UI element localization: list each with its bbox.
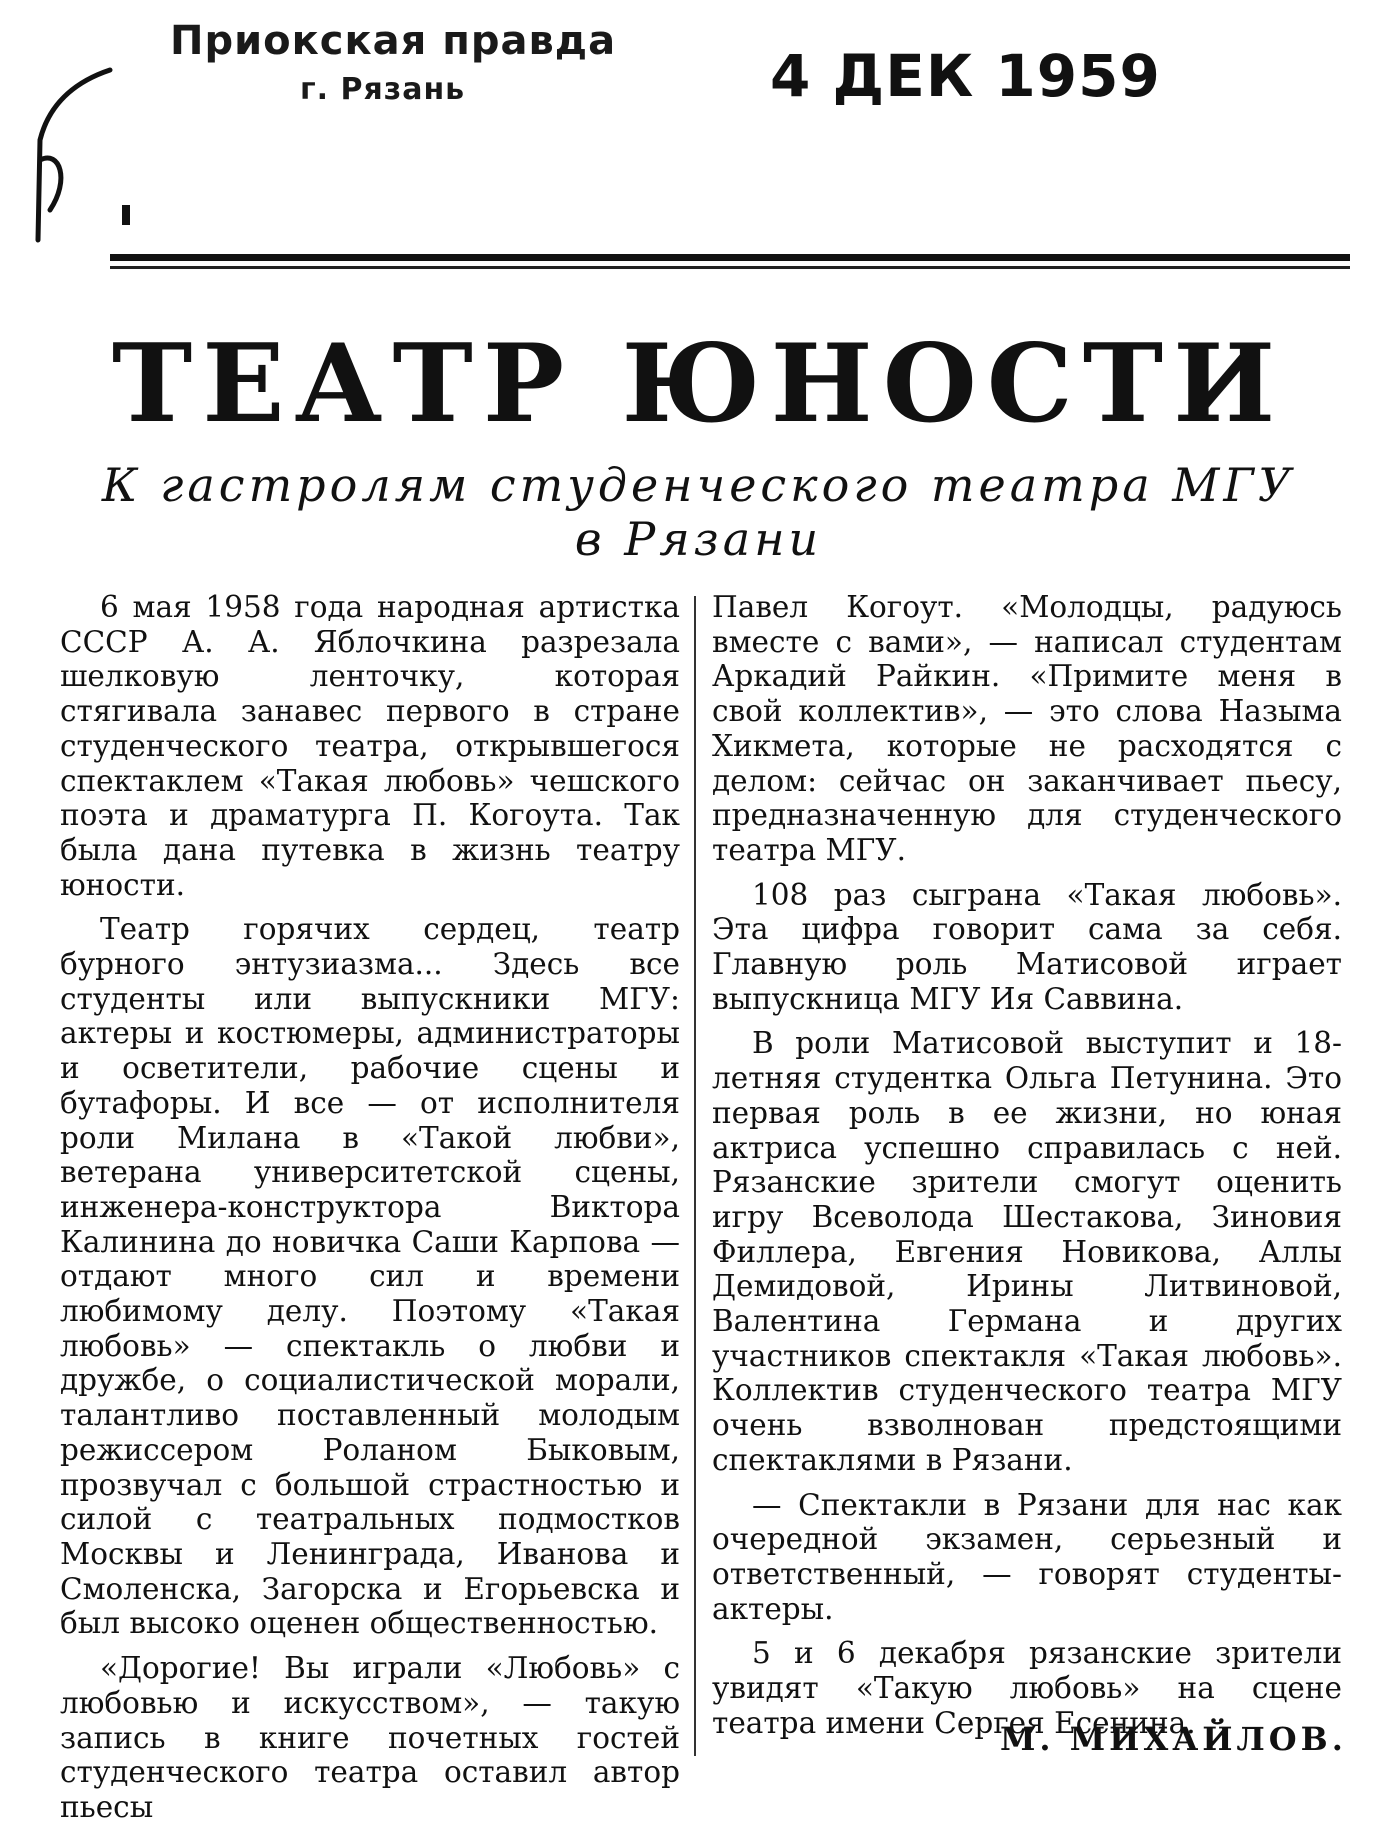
- paragraph: — Спектакли в Рязани для нас как очередной экзамен, серьезный и ответственный, — говорят студенты-актеры.: [712, 1487, 1342, 1626]
- article-subtitle: [0, 458, 1397, 567]
- paragraph: 5 и 6 декабря рязанские зрители увидят «Такую любовь» на сцене театра имени Сергея Есенина.: [712, 1636, 1342, 1740]
- publication-stamp: Приокская правда: [170, 18, 617, 64]
- paragraph: 6 мая 1958 года народная артистка СССР А. А. Яблочкина разрезала шелковую ленточку, которая стягивала занавес первого в стране студенческого театра, открывшегося спектаклем «Такая любовь» чешского поэта и драматурга П. Когоута. Так была дана путевка в жизнь театру юности.: [60, 590, 680, 902]
- subtitle-line-1: К гастролям студенческого театра МГУ: [101, 458, 1296, 512]
- paragraph: 108 раз сыграна «Такая любовь». Эта цифра говорит сама за себя. Главную роль Матисовой играет выпускница МГУ Ия Саввина.: [712, 877, 1342, 1016]
- column-divider: [694, 596, 696, 1756]
- subtitle-line-2: в Рязани: [574, 512, 823, 567]
- paragraph: В роли Матисовой выступит и 18-летняя студентка Ольга Петунина. Это первая роль в ее жизни, но юная актриса успешно справилась с ней. Рязанские зрители смогут оценить игру Всеволода Шестакова, Зиновия Филлера, Евгения Новикова, Аллы Демидовой, Ирины Литвиновой, Валентина Германа и других участников спектакля «Такая любовь». Коллектив студенческого театра МГУ очень взволнован предстоящими спектаклями в Рязани.: [712, 1026, 1342, 1477]
- article-title: ТЕАТР ЮНОСТИ: [111, 321, 1286, 447]
- handwritten-mark-icon: [10, 40, 150, 260]
- article-column-left: [60, 590, 680, 1835]
- paragraph: «Дорогие! Вы играли «Любовь» с любовью и искусством», — такую запись в книге почетных гостей студенческого театра оставил автор пьесы: [60, 1651, 680, 1824]
- author-signature: М. МИХАЙЛОВ.: [1000, 1720, 1347, 1758]
- header-rule-thin: [110, 266, 1350, 269]
- header-rule-thick: [110, 254, 1350, 261]
- article-column-right: [712, 590, 1342, 1751]
- paragraph: Театр горячих сердец, театр бурного энтузиазма... Здесь все студенты или выпускники МГУ: актеры и костюмеры, администраторы и осветители, рабочие сцены и бутафоры. И все — от исполнителя роли Милана в «Такой любви», ветерана университетской сцены, инженера-конструктора Виктора Калинина до новичка Саши Карпова — отдают много сил и времени любимому делу. Поэтому «Такая любовь» — спектакль о любви и дружбе, о социалистической морали, талантливо поставленный молодым режиссером Роланом Быковым, прозвучал с большой страстностью и силой с театральных подмостков Москвы и Ленинграда, Иванова и Смоленска, Загорска и Егорьевска и был высоко оценен общественностью.: [60, 912, 680, 1641]
- paragraph: Павел Когоут. «Молодцы, радуюсь вместе с вами», — написал студентам Аркадий Райкин. «Примите меня в свой коллектив», — это слова Назыма Хикмета, которые не расходятся с делом: сейчас он заканчивает пьесу, предназначенную для студенческого театра МГУ.: [712, 590, 1342, 867]
- city-stamp: г. Рязань: [300, 72, 466, 107]
- date-stamp: 4 ДЕК 1959: [770, 42, 1161, 110]
